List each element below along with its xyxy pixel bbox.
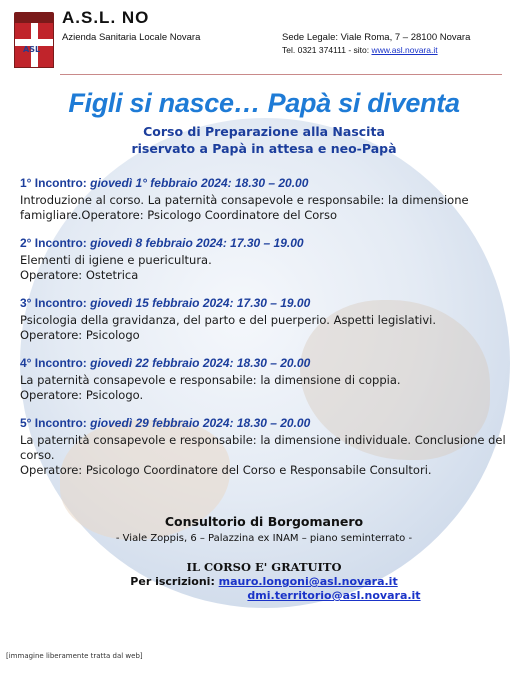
venue-address: - Viale Zoppis, 6 – Palazzina ex INAM – piano seminterrato - xyxy=(115,533,413,544)
meeting-heading: 3° Incontro: giovedì 15 febbraio 2024: 17.30 – 19.00 xyxy=(20,296,311,310)
contact-line xyxy=(282,45,438,55)
phone-text: Tel. 0321 374111 - sito: xyxy=(282,45,372,55)
logo-text: ASL xyxy=(23,45,41,54)
course-audience: riservato a Papà in attesa e neo-Papà xyxy=(131,141,397,156)
org-name: A.S.L. NO xyxy=(62,8,150,27)
letterhead xyxy=(0,0,528,80)
registration-line xyxy=(0,575,528,588)
meeting-heading: 5° Incontro: giovedì 29 febbraio 2024: 18.30 – 20.00 xyxy=(20,416,311,430)
org-subtitle: Azienda Sanitaria Locale Novara xyxy=(62,32,201,43)
meeting-item xyxy=(20,176,510,223)
meeting-heading: 4° Incontro: giovedì 22 febbraio 2024: 18.30 – 20.00 xyxy=(20,356,311,370)
free-course-notice: IL CORSO E' GRATUITO xyxy=(186,560,342,574)
registration-line-2 xyxy=(0,589,528,602)
meetings-list xyxy=(20,176,510,491)
venue-name: Consultorio di Borgomanero xyxy=(164,514,364,529)
email-link-primary[interactable]: mauro.longoni@asl.novara.it xyxy=(218,575,398,588)
email-link-secondary[interactable]: dmi.territorio@asl.novara.it xyxy=(247,589,421,602)
legal-address: Sede Legale: Viale Roma, 7 – 28100 Novara xyxy=(282,32,471,43)
meeting-description: Elementi di igiene e puericultura. xyxy=(20,253,212,267)
meeting-description: La paternità consapevole e responsabile: la dimensione individuale. Conclusione del corso. xyxy=(20,433,506,462)
meeting-heading: 1° Incontro: giovedì 1° febbraio 2024: 18.30 – 20.00 xyxy=(20,176,309,190)
page-title: Figli si nasce… Papà si diventa xyxy=(68,88,460,118)
meeting-operator: Operatore: Psicologo Coordinatore del Corso e Responsabile Consultori. xyxy=(20,463,432,477)
website-link[interactable]: www.asl.novara.it xyxy=(371,45,438,55)
registration-label: Per iscrizioni: xyxy=(130,575,219,588)
meeting-item xyxy=(20,296,510,343)
asl-logo-icon xyxy=(14,12,54,68)
meeting-operator: Operatore: Psicologo xyxy=(20,328,140,342)
meeting-item xyxy=(20,416,510,478)
meeting-heading: 2° Incontro: giovedì 8 febbraio 2024: 17.30 – 19.00 xyxy=(20,236,304,250)
meeting-description: Introduzione al corso. La paternità consapevole e responsabile: la dimensione famigliare.Operatore: Psicologo Coordinatore del Corso xyxy=(20,193,469,222)
meeting-operator: Operatore: Psicologo. xyxy=(20,388,144,402)
meeting-description: La paternità consapevole e responsabile: la dimensione di coppia. xyxy=(20,373,401,387)
meeting-operator: Operatore: Ostetrica xyxy=(20,268,139,282)
header-divider xyxy=(60,74,502,75)
image-credit: [immagine liberamente tratta dal web] xyxy=(6,652,143,660)
meeting-item xyxy=(20,236,510,283)
meeting-item xyxy=(20,356,510,403)
meeting-description: Psicologia della gravidanza, del parto e del puerperio. Aspetti legislativi. xyxy=(20,313,437,327)
course-subtitle: Corso di Preparazione alla Nascita xyxy=(143,124,385,139)
